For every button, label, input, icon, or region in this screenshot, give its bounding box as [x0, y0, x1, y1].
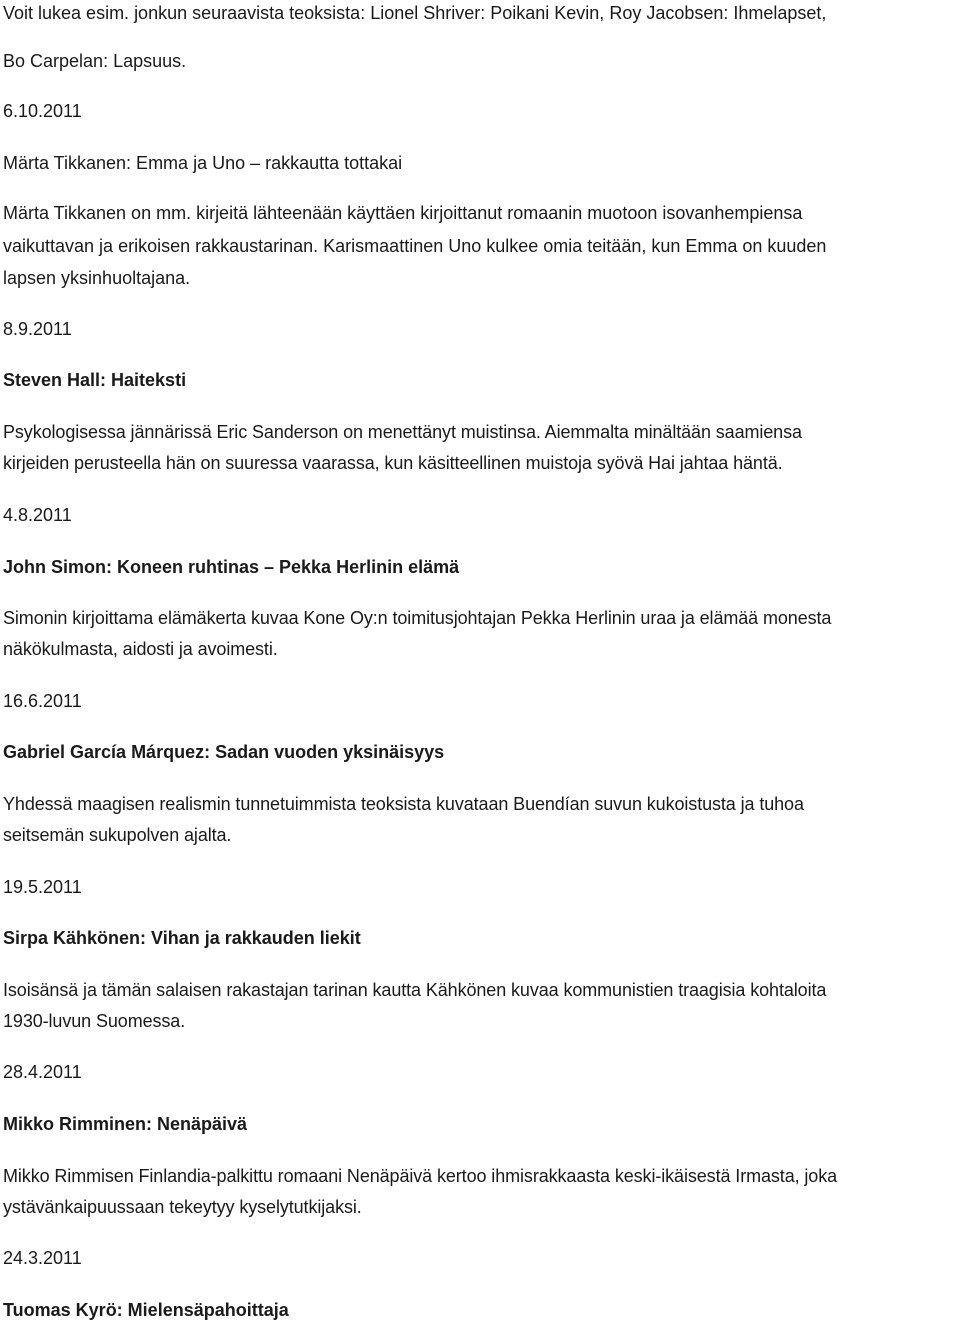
entry-date: 19.5.2011 [3, 877, 82, 897]
entry-description-line: Märta Tikkanen on mm. kirjeitä lähteenään käyttäen kirjoittanut romaanin muotoon isovanhempiensa [3, 203, 803, 223]
entry-title: Tuomas Kyrö: Mielensäpahoittaja [3, 1300, 289, 1320]
entry-description-line: lapsen yksinhuoltajana. [3, 268, 191, 288]
entry-title: Gabriel García Márquez: Sadan vuoden yksinäisyys [3, 742, 445, 762]
entry-title: Märta Tikkanen: Emma ja Uno – rakkautta tottakai [3, 153, 403, 173]
entry-description-line: vaikuttavan ja erikoisen rakkaustarinan. Karismaattinen Uno kulkee omia teitään, kun Emma on kuuden [3, 236, 827, 256]
entry-description-line: Yhdessä maagisen realismin tunnetuimmista teoksista kuvataan Buendían suvun kukoistusta ja tuhoa [3, 794, 804, 814]
intro-line-1: Voit lukea esim. jonkun seuraavista teoksista: Lionel Shriver: Poikani Kevin, Roy Jacobsen: Ihmelapset, [3, 3, 827, 23]
entry-description-line: ystävänkaipuussaan tekeytyy kyselytutkijaksi. [3, 1197, 362, 1217]
entry-description-line: Mikko Rimmisen Finlandia-palkittu romaani Nenäpäivä kertoo ihmisrakkaasta keski-ikäisestä Irmasta, joka [3, 1166, 838, 1186]
entry-date: 24.3.2011 [3, 1248, 82, 1268]
entry-title: Sirpa Kähkönen: Vihan ja rakkauden liekit [3, 928, 361, 948]
entry-description-line: Simonin kirjoittama elämäkerta kuvaa Kone Oy:n toimitusjohtajan Pekka Herlinin uraa ja elämää monesta [3, 608, 832, 628]
entry-description-line: Isoisänsä ja tämän salaisen rakastajan tarinan kautta Kähkönen kuvaa kommunistien traagisia kohtaloita [3, 980, 827, 1000]
entry-date: 6.10.2011 [3, 101, 82, 121]
entry-title: Steven Hall: Haiteksti [3, 370, 187, 390]
entry-date: 28.4.2011 [3, 1062, 82, 1082]
intro-line-2: Bo Carpelan: Lapsuus. [3, 51, 187, 71]
entry-description-line: Psykologisessa jännärissä Eric Sanderson on menettänyt muistinsa. Aiemmalta minältään saamiensa [3, 422, 802, 442]
entry-title: John Simon: Koneen ruhtinas – Pekka Herlinin elämä [3, 557, 460, 577]
entry-title: Mikko Rimminen: Nenäpäivä [3, 1114, 248, 1134]
entry-date: 16.6.2011 [3, 691, 82, 711]
entry-description-line: kirjeiden perusteella hän on suuressa vaarassa, kun käsitteellinen muistoja syövä Hai jahtaa häntä. [3, 453, 783, 473]
entry-description-line: seitsemän sukupolven ajalta. [3, 825, 232, 845]
entry-date: 8.9.2011 [3, 319, 72, 339]
entry-date: 4.8.2011 [3, 505, 72, 525]
entry-description-line: näkökulmasta, aidosti ja avoimesti. [3, 639, 278, 659]
entry-description-line: 1930-luvun Suomessa. [3, 1011, 186, 1031]
